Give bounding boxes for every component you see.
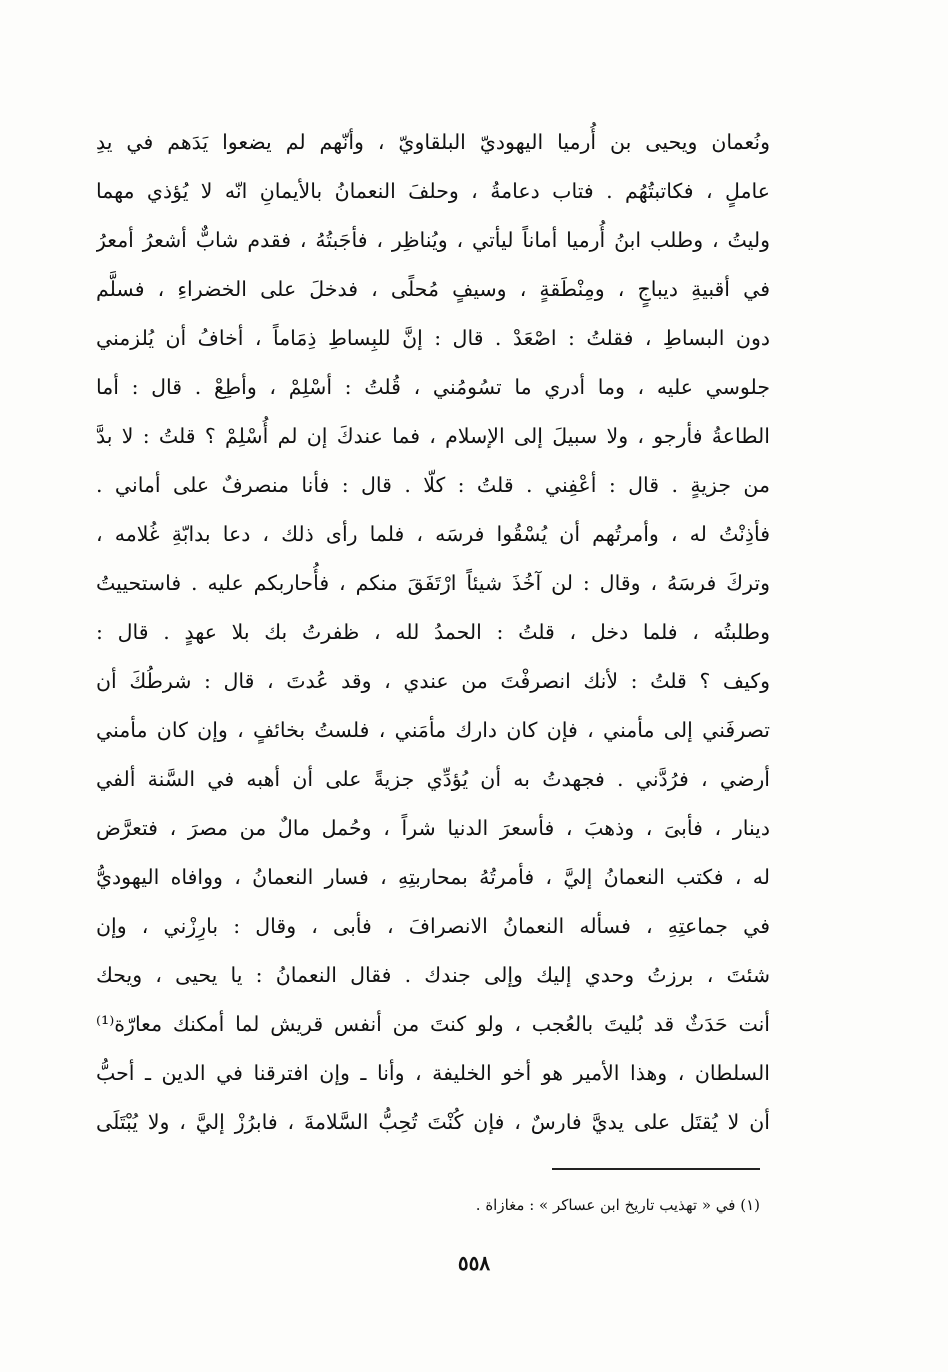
text-line: وطلبتُه ، فلما دخل ، قلتُ : الحمدُ لله ، ظفرتُ بك بلا عهدٍ . قال : (96, 620, 770, 644)
text-line: عاملٍ ، فكاتبتُهُم . فتاب دعامةُ ، وحلفَ النعمانُ بالأيمانِ انّه لا يُؤذي مهما (96, 179, 770, 203)
text-line: له ، فكتب النعمانُ إليَّ ، فأمرتُهُ بمحاربتِهِ ، فسار النعمانُ ، ووافاه اليهوديُّ (96, 865, 770, 889)
text-line: وليتُ ، وطلب ابنُ أُرميا أماناً ليأتي ، ويُناظِر ، فأجَبتُهُ ، فقدم شابٌّ أشعرُ أمعرُ (96, 228, 770, 252)
text-line: فأذِنْتُ له ، وأمرتُهم أن يُسْقُوا فرسَه ، فلما رأى ذلك ، دعا بدابّةِ غُلامه ، (96, 522, 770, 546)
text-line: ونُعمان ويحيى بن أُرميا اليهوديّ البلقاويّ ، وأنّهم لم يضعوا يَدَهم في يدِ (96, 130, 770, 154)
footnote-separator (552, 1168, 760, 1170)
text-line: في جماعتِهِ ، فسأله النعمانُ الانصرافَ ، فأبى ، وقال : بارِزْني ، وإن (96, 914, 770, 938)
text-line: أن لا يُقتَل على يديَّ فارسٌ ، فإن كُنْتَ تُحِبُّ السَّلامةَ ، فابرُزْ إليَّ ، ولا يُبْتَلَى (96, 1110, 770, 1134)
text-line: جلوسي عليه ، وما أدري ما تسُومُني ، قُلتُ : أسْلِمْ ، وأطِعْ . قال : أما (96, 375, 770, 399)
text-line: دون البساطِ ، فقلتُ : اصْعَدْ . قال : إنَّ للبِساطِ ذِمَاماً ، أخافُ أن يُلزمني (96, 326, 770, 350)
text-line: في أقبيةِ ديباجٍ ، ومِنْطَقةٍ ، وسيفٍ مُحلًى ، فدخلَ على الخضراءِ ، فسلَّم (96, 277, 770, 301)
text-line: السلطان ، وهذا الأمير هو أخو الخليفة ، وأنا ـ وإن افترقنا في الدين ـ أحبُّ (96, 1061, 770, 1085)
text-line: وتركَ فرسَهُ ، وقال : لن آخُذَ شيئاً ارْتَفَقَ منكم ، فأُحاربكم عليه . فاستحييتُ (96, 571, 770, 595)
text-line: دينار ، فأبىَ ، وذهبَ ، فأسعرَ الدنيا شراً ، وحُمل مالٌ من مصرَ ، فتعرَّض (96, 816, 770, 840)
footnote: (١) في « تهذيب تاريخ ابن عساكر » : مغازاة . (475, 1196, 760, 1214)
text-line: أرضي ، فرُدَّني . فجهدتُ به أن يُؤدِّي جزيةً على أن أهبه في السَّنة ألفي (96, 767, 770, 791)
text-line: تصرفَني إلى مأمني ، فإن كان دارك مأمَني ، فلستُ بخائفٍ ، وإن كان مأمني (96, 718, 770, 742)
text-line: شئتَ ، برزتُ وحدي إليك وإلى جندك . فقال النعمانُ : يا يحيى ، ويحك (96, 963, 770, 987)
text-line: من جزيةٍ . قال : أعْفِني . قلتُ : كلّا . قال : فأنا منصرفٌ على أماني . (96, 473, 770, 497)
body-text (96, 118, 770, 1147)
text-line: أنت حَدَثٌ قد بُليتَ بالعُجب ، ولو كنتَ من أنفس قريش لما أمكنك معارّة⁽¹⁾ (96, 1012, 770, 1036)
text-line: وكيف ؟ قلتُ : لأنك انصرفْتَ من عندي ، وقد عُدتَ ، قال : شرطُكَ أن (96, 669, 770, 693)
text-line: الطاعةُ فأرجو ، ولا سبيلَ إلى الإسلام ، فما عندكَ إن لم أُسْلِمْ ؟ قلتُ : لا بدَّ (96, 424, 770, 448)
page-number: ٥٥٨ (457, 1251, 491, 1275)
